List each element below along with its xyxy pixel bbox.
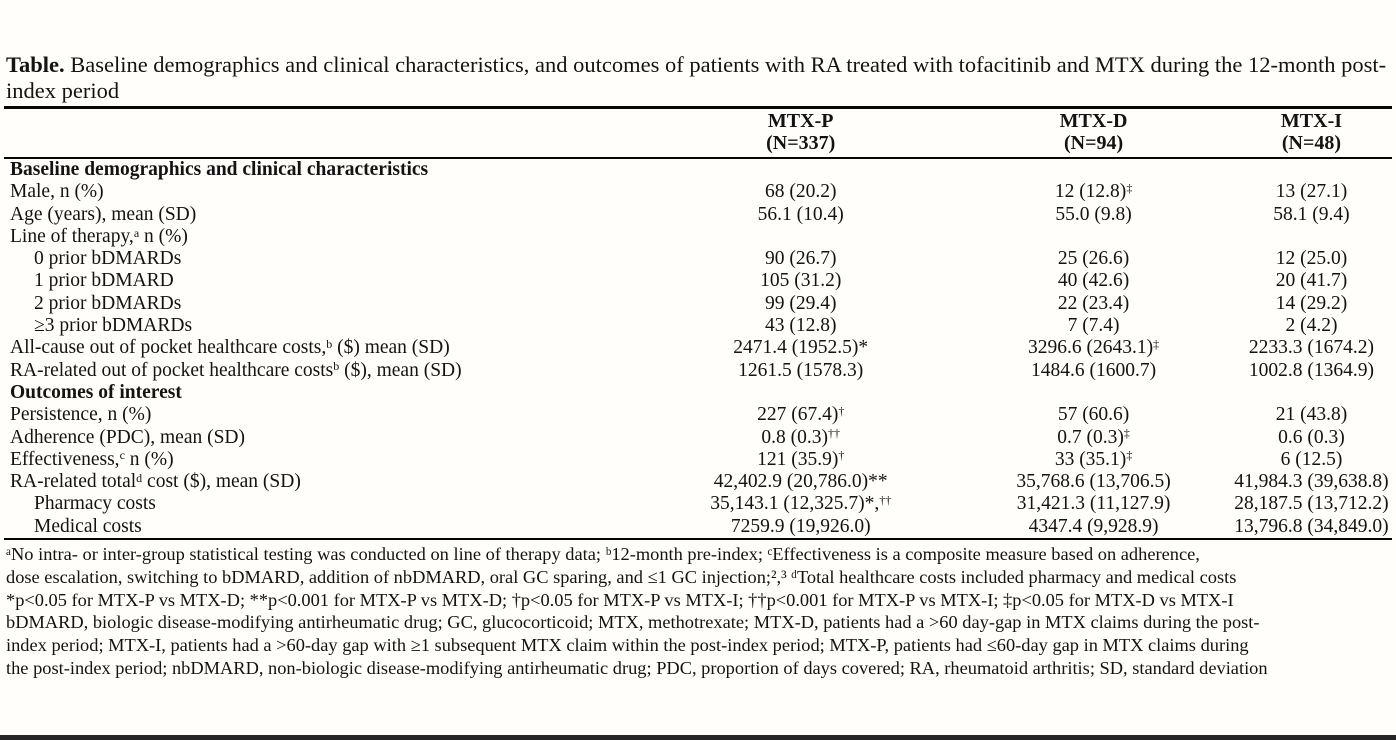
table-row — [4, 449, 1392, 471]
cell-mtx-d: 4347.4 (9,928.9) — [1028, 515, 1159, 537]
table-row — [4, 404, 1392, 426]
row-label: Adherence (PDC), mean (SD) — [10, 426, 246, 448]
cell-mtx-d: 31,421.3 (11,127.9) — [1016, 493, 1171, 515]
row-label: 1 prior bDMARD — [34, 270, 174, 292]
cell-mtx-d — [956, 226, 1231, 248]
table-row — [4, 360, 1392, 382]
column-header-mtx-p — [645, 108, 956, 159]
cell-mtx-p: 1261.5 (1578.3) — [738, 359, 864, 381]
header-row — [4, 108, 1392, 159]
footnote-line: ᵃNo intra- or inter-group statistical testing was conducted on line of therapy data; ᵇ12-month pre-index; ᶜEffectiveness is a composite measure based on adherence, — [6, 544, 1200, 565]
cell-mtx-d: 57 (60.6) — [1057, 404, 1130, 426]
value-superscript: †† — [879, 493, 892, 508]
cell-mtx-d: 33 (35.1)‡ — [1054, 448, 1133, 470]
cell-mtx-p: 35,143.1 (12,325.7)*,†† — [710, 493, 892, 515]
cell-mtx-p: 227 (67.4)† — [757, 403, 845, 426]
cell-mtx-i: 58.1 (9.4) — [1273, 203, 1350, 225]
cell-mtx-d: 55.0 (9.8) — [1055, 203, 1132, 225]
cell-mtx-p — [645, 382, 956, 404]
row-label: Outcomes of interest — [10, 381, 182, 403]
column-name: MTX-D — [1059, 110, 1128, 132]
cell-mtx-i: 14 (29.2) — [1275, 292, 1348, 314]
cell-mtx-d: 0.7 (0.3)‡ — [1057, 426, 1130, 448]
column-n: (N=337) — [766, 131, 836, 154]
table-row — [4, 516, 1392, 539]
row-label: 2 prior bDMARDs — [34, 292, 182, 314]
value-superscript: † — [838, 448, 845, 463]
label-superscript: c — [119, 448, 125, 463]
value-superscript: ‡ — [1153, 336, 1160, 351]
table-row — [4, 204, 1392, 226]
table-title-label: Table. — [6, 52, 65, 77]
value-superscript: † — [838, 403, 845, 418]
page — [0, 52, 1396, 680]
row-label: Medical costs — [34, 515, 142, 537]
cell-mtx-d: 12 (12.8)‡ — [1054, 180, 1133, 203]
label-superscript: b — [326, 336, 333, 351]
cell-mtx-p: 56.1 (10.4) — [757, 203, 844, 225]
cell-mtx-d: 7 (7.4) — [1067, 315, 1120, 337]
cell-mtx-d: 1484.6 (1600.7) — [1031, 359, 1157, 381]
table-header — [4, 108, 1392, 159]
cell-mtx-i: 21 (43.8) — [1275, 404, 1348, 426]
cell-mtx-i: 28,187.5 (13,712.2) — [1234, 493, 1389, 515]
cell-mtx-i: 2 (4.2) — [1285, 315, 1338, 337]
cell-mtx-p — [645, 226, 956, 248]
value-superscript: ‡ — [1126, 180, 1133, 195]
cell-mtx-d: 25 (26.6) — [1057, 248, 1130, 270]
row-label: Male, n (%) — [10, 181, 104, 203]
cell-mtx-i: 12 (25.0) — [1275, 248, 1348, 270]
cell-mtx-p: 0.8 (0.3)†† — [761, 426, 841, 448]
cell-mtx-i — [1231, 226, 1392, 248]
cell-mtx-i: 6 (12.5) — [1280, 448, 1343, 470]
table-row — [4, 293, 1392, 315]
value-superscript: †† — [828, 426, 841, 441]
cell-mtx-d: 3296.6 (2643.1)‡ — [1028, 336, 1160, 359]
label-superscript: d — [136, 470, 143, 485]
cell-mtx-p: 7259.9 (19,926.0) — [730, 515, 871, 537]
row-label: RA-related total$^d$ cost ($), mean (SD) — [10, 470, 301, 493]
cell-mtx-p: 43 (12.8) — [764, 315, 837, 337]
column-header-mtx-d — [956, 108, 1231, 159]
row-label: All-cause out of pocket healthcare costs,$^b$ ($) mean (SD) — [10, 336, 450, 359]
label-superscript: a — [133, 225, 140, 240]
value-superscript: ‡ — [1126, 448, 1133, 463]
table-body — [4, 158, 1392, 539]
value-superscript: ‡ — [1123, 426, 1130, 441]
footnote-line: index period; MTX-I, patients had a >60-day gap with ≥1 subsequent MTX claim within the post-index period; MTX-P, patients had ≤60-day gap in MTX claims during — [6, 635, 1249, 656]
cell-mtx-i: 2233.3 (1674.2) — [1248, 337, 1375, 359]
footnotes — [4, 543, 1392, 680]
table-title-text: Baseline demographics and clinical characteristics, and outcomes of patients with RA treated with tofacitinib and MTX during the 12-month post-index period — [6, 52, 1387, 103]
footnote-line: dose escalation, switching to bDMARD, addition of nbDMARD, oral GC sparing, and ≤1 GC injection;²,³ ᵈTotal healthcare costs included pharmacy and medical costs — [6, 566, 1237, 587]
column-n: (N=48) — [1281, 131, 1342, 154]
cell-mtx-i: 0.6 (0.3) — [1278, 426, 1345, 448]
footnote-line: bDMARD, biologic disease-modifying antirheumatic drug; GC, glucocorticoid; MTX, methotrexate; MTX-D, patients had a >60 day-gap in MTX claims during the post- — [6, 612, 1260, 633]
cell-mtx-p: 99 (29.4) — [764, 292, 837, 314]
cell-mtx-p: 42,402.9 (20,786.0)** — [713, 471, 888, 493]
cell-mtx-i: 1002.8 (1364.9) — [1248, 359, 1375, 381]
row-label: 0 prior bDMARDs — [34, 248, 182, 270]
column-n: (N=94) — [1063, 131, 1124, 154]
table-row — [4, 382, 1392, 404]
cell-mtx-i: 13,796.8 (34,849.0) — [1234, 515, 1389, 537]
table-row — [4, 315, 1392, 337]
column-header-mtx-i — [1231, 108, 1392, 159]
cell-mtx-p: 2471.4 (1952.5)* — [733, 337, 869, 359]
row-label: Baseline demographics and clinical characteristics — [10, 159, 429, 180]
cell-mtx-p — [645, 158, 956, 181]
column-name: MTX-I — [1280, 110, 1343, 132]
footnote-line: *p<0.05 for MTX-P vs MTX-D; **p<0.001 for MTX-P vs MTX-D; †p<0.05 for MTX-P vs MTX-I; ††p<0.001 for MTX-P vs MTX-I; ‡p<0.05 for MTX-D vs MTX-I — [6, 589, 1234, 610]
cell-mtx-i — [1231, 382, 1392, 404]
table-row — [4, 226, 1392, 248]
table-row — [4, 427, 1392, 449]
cell-mtx-d — [956, 158, 1231, 181]
cell-mtx-p: 90 (26.7) — [764, 248, 837, 270]
cell-mtx-p: 121 (35.9)† — [757, 448, 845, 470]
cell-mtx-i: 13 (27.1) — [1275, 181, 1348, 203]
column-name: MTX-P — [767, 110, 834, 132]
header-empty-cell — [4, 108, 645, 159]
bottom-rule — [0, 735, 1396, 740]
row-label: RA-related out of pocket healthcare costs$^b$ ($), mean (SD) — [10, 359, 462, 381]
table-title — [4, 52, 1392, 104]
row-label: ≥3 prior bDMARDs — [34, 315, 193, 337]
label-superscript: b — [333, 359, 340, 374]
table-row — [4, 158, 1392, 181]
row-label: Age (years), mean (SD) — [10, 203, 197, 225]
table-row — [4, 248, 1392, 270]
footnote-line: the post-index period; nbDMARD, non-biologic disease-modifying antirheumatic drug; PDC, proportion of days covered; RA, rheumatoid arthritis; SD, standard deviation — [6, 658, 1268, 679]
row-label: Pharmacy costs — [34, 493, 156, 515]
cell-mtx-i: 41,984.3 (39,638.8) — [1234, 471, 1389, 493]
row-label: Effectiveness,$^c$ n (%) — [10, 448, 174, 470]
row-label: Persistence, n (%) — [10, 404, 152, 426]
demographics-table — [4, 106, 1392, 540]
cell-mtx-d: 22 (23.4) — [1057, 292, 1130, 314]
cell-mtx-d: 35,768.6 (13,706.5) — [1016, 471, 1171, 493]
table-row — [4, 337, 1392, 359]
cell-mtx-d — [956, 382, 1231, 404]
cell-mtx-d: 40 (42.6) — [1057, 270, 1130, 292]
table-row — [4, 493, 1392, 515]
table-row — [4, 471, 1392, 493]
cell-mtx-i: 20 (41.7) — [1275, 270, 1348, 292]
cell-mtx-p: 105 (31.2) — [760, 270, 842, 292]
table-row — [4, 181, 1392, 203]
cell-mtx-p: 68 (20.2) — [764, 181, 837, 203]
row-label: Line of therapy,$^a$ n (%) — [10, 225, 188, 247]
cell-mtx-i — [1231, 158, 1392, 181]
table-row — [4, 270, 1392, 292]
